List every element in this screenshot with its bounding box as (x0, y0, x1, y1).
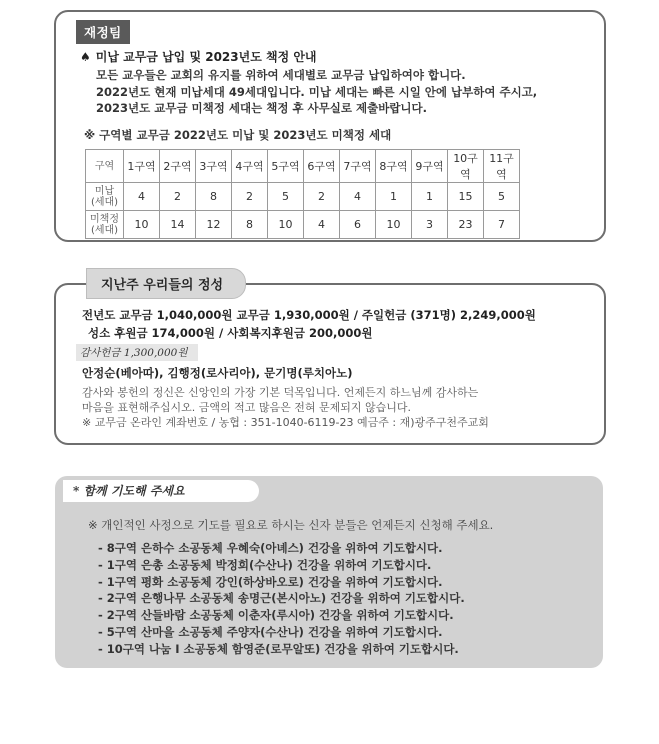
zone-header: 4구역 (232, 150, 268, 183)
list-item: - 1구역 은총 소공동체 박정희(수산나) 건강을 위하여 기도합시다. (98, 557, 432, 572)
table-row (86, 183, 520, 211)
finance-tag: 재정팀 (76, 20, 130, 44)
table-note: ※ 구역별 교무금 2022년도 미납 및 2023년도 미책정 세대 (84, 128, 392, 142)
zone-header: 2구역 (160, 150, 196, 183)
unpaid-cell: 2 (304, 183, 340, 211)
zone-header: 1구역 (124, 150, 160, 183)
table-row (86, 211, 520, 239)
zone-header: 9구역 (412, 150, 448, 183)
finance-body-line: 2022년도 현재 미납세대 49세대입니다. 미납 세대는 빠른 시일 안에 납부하여 주시고, (96, 84, 538, 99)
list-item: - 8구역 은하수 소공동체 우혜숙(아녜스) 건강을 위하여 기도합시다. (98, 541, 443, 555)
zone-header: 8구역 (376, 150, 412, 183)
list-item: - 2구역 산들바람 소공동체 이춘자(루시아) 건강을 위하여 기도합시다. (98, 608, 454, 623)
unpaid-cell: 1 (412, 183, 448, 211)
offerings-message (82, 385, 489, 430)
unpaid-cell: 5 (268, 183, 304, 211)
finance-heading (80, 48, 317, 65)
unassessed-cell: 6 (340, 211, 376, 239)
unassessed-cell: 7 (484, 211, 520, 239)
zone-header: 6구역 (304, 150, 340, 183)
unassessed-row-label: 미책정 (세대) (86, 211, 124, 239)
zone-header: 11구역 (484, 150, 520, 183)
prayer-note: ※ 개인적인 사정으로 기도를 필요로 하시는 신자 분들은 언제든지 신청해 주세요. (88, 518, 494, 532)
unpaid-cell: 2 (160, 183, 196, 211)
message-line: 마음을 표현해주십시오. 금액의 적고 많음은 전혀 문제되지 않습니다. (82, 401, 411, 414)
thanks-offering-label: 감사헌금 1,300,000원 (76, 344, 198, 361)
table-row (86, 150, 520, 183)
finance-body (96, 67, 537, 117)
unpaid-cell: 4 (124, 183, 160, 211)
unassessed-cell: 23 (448, 211, 484, 239)
zones-table (85, 149, 520, 239)
unassessed-cell: 12 (196, 211, 232, 239)
unassessed-cell: 10 (376, 211, 412, 239)
zone-header: 7구역 (340, 150, 376, 183)
unassessed-cell: 4 (304, 211, 340, 239)
unpaid-row-label: 미납 (세대) (86, 183, 124, 211)
finance-section (54, 10, 606, 242)
message-line: 감사와 봉헌의 정신은 신앙인의 가장 기본 덕목입니다. 언제든지 하느님께 감사하는 (82, 386, 479, 399)
prayer-list (98, 540, 465, 658)
unpaid-cell: 15 (448, 183, 484, 211)
table-header-cell: 구역 (86, 150, 124, 183)
list-item: - 1구역 평화 소공동체 강인(하상바오로) 건강을 위하여 기도합시다. (98, 574, 443, 589)
unassessed-cell: 8 (232, 211, 268, 239)
list-item: - 2구역 은행나무 소공동체 송명근(본시아노) 건강을 위하여 기도합시다. (98, 591, 465, 606)
thanks-names: 안정순(베아따), 김행정(로사리아), 문기명(루치아노) (82, 366, 353, 380)
finance-body-line: 모든 교우들은 교회의 유지를 위하여 세대별로 교무금 납입하여야 합니다. (96, 68, 466, 82)
unpaid-cell: 5 (484, 183, 520, 211)
zone-header: 10구역 (448, 150, 484, 183)
list-item: - 10구역 나눔 I 소공동체 함영준(로무알또) 건강을 위하여 기도합시다. (98, 641, 459, 656)
list-item: - 5구역 산마을 소공동체 주양자(수산나) 건강을 위하여 기도합시다. (98, 624, 443, 639)
finance-body-line: 2023년도 교무금 미책정 세대는 책정 후 사무실로 제출바랍니다. (96, 101, 428, 115)
unpaid-cell: 8 (196, 183, 232, 211)
offerings-tag: 지난주 우리들의 정성 (86, 268, 246, 299)
unassessed-cell: 14 (160, 211, 196, 239)
unassessed-cell: 10 (124, 211, 160, 239)
offerings-line: 전년도 교무금 1,040,000원 교무금 1,930,000원 / 주일헌금 (371명) 2,249,000원 (82, 308, 536, 322)
spade-icon: ♠ (80, 50, 91, 64)
unassessed-cell: 3 (412, 211, 448, 239)
unpaid-cell: 4 (340, 183, 376, 211)
unassessed-cell: 10 (268, 211, 304, 239)
finance-heading-text: 미납 교무금 납입 및 2023년도 책정 안내 (95, 50, 317, 64)
unpaid-cell: 1 (376, 183, 412, 211)
offerings-section (54, 283, 606, 445)
prayer-tag: * 함께 기도해 주세요 (63, 480, 259, 502)
account-info: ※ 교무금 온라인 계좌번호 / 농협 : 351-1040-6119-23 예금주 : 재)광주구천주교회 (82, 416, 489, 429)
offerings-line: 성소 후원금 174,000원 / 사회복지후원금 200,000원 (88, 326, 373, 340)
zone-header: 3구역 (196, 150, 232, 183)
unpaid-cell: 2 (232, 183, 268, 211)
zone-header: 5구역 (268, 150, 304, 183)
